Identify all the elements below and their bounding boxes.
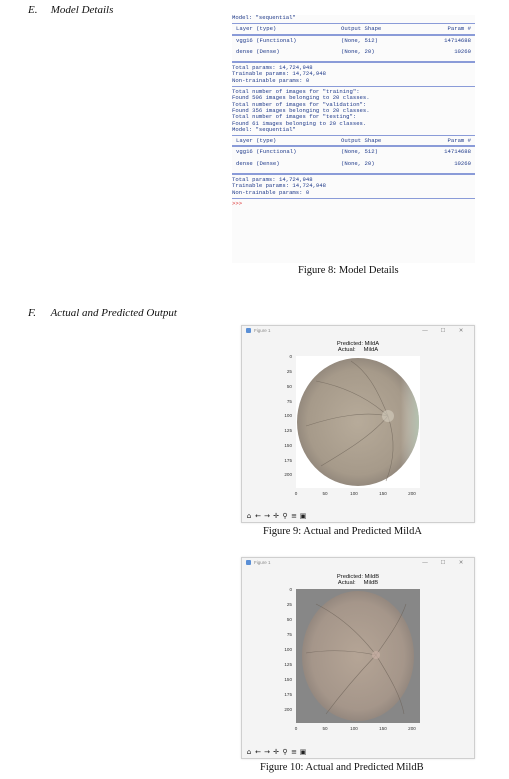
y-tick-label: 125 <box>284 428 292 433</box>
actual-label: Actual: MildA <box>337 347 379 354</box>
forward-arrow-icon[interactable]: → <box>264 748 270 756</box>
y-tick-label: 75 <box>286 632 292 637</box>
plot-title <box>242 341 474 354</box>
section-title: Model Details <box>50 4 114 16</box>
x-tick-label: 0 <box>294 726 298 731</box>
model-summary-console <box>232 15 475 263</box>
y-tick-label: 150 <box>284 443 292 448</box>
section-heading-e <box>28 4 113 16</box>
x-tick-label: 100 <box>350 726 358 731</box>
output-shape: (None, 20) <box>341 159 375 167</box>
table-row <box>232 49 475 55</box>
pan-icon[interactable]: ✛ <box>273 512 279 520</box>
x-tick-label: 200 <box>408 491 416 496</box>
home-icon[interactable]: ⌂ <box>246 748 252 756</box>
x-tick-label: 50 <box>322 491 328 496</box>
image-count-line: Found 506 images belonging to 20 classes. <box>232 94 370 102</box>
window-title: Figure 1 <box>254 560 271 565</box>
total-params: Total params: 14,724,948 <box>232 64 313 72</box>
model-line: Model: "sequential" <box>232 15 296 21</box>
model-line: Model: "sequential" <box>232 125 296 133</box>
total-params: Total params: 14,724,948 <box>232 176 313 184</box>
plot-window <box>241 325 475 523</box>
image-count-line: Found 61 images belonging to 20 classes. <box>232 119 367 127</box>
plot-title <box>242 574 474 587</box>
image-count-line: Found 356 images belonging to 20 classes. <box>232 106 370 114</box>
image-count-line: Total number of images for "training": <box>232 88 360 96</box>
console-prompt[interactable]: >>> <box>232 199 243 207</box>
image-count-line: Total number of images for "testing": <box>232 113 357 121</box>
configure-icon[interactable]: ≡ <box>291 748 297 756</box>
x-tick-label: 0 <box>294 491 298 496</box>
y-tick-label: 200 <box>284 472 292 477</box>
trainable-params: Trainable params: 14,724,948 <box>232 70 326 78</box>
param-count: 14714688 <box>444 148 471 156</box>
y-tick-label: 0 <box>289 354 292 359</box>
output-shape: (None, 20) <box>341 47 375 55</box>
minimize-button[interactable]: — <box>422 327 428 334</box>
y-tick-label: 100 <box>284 647 292 652</box>
image-axes <box>296 356 420 488</box>
zoom-icon[interactable]: ⚲ <box>282 512 288 520</box>
configure-icon[interactable]: ≡ <box>291 512 297 520</box>
y-tick-label: 175 <box>284 458 292 463</box>
actual-label: Actual: MildB <box>337 580 379 587</box>
back-arrow-icon[interactable]: ← <box>255 512 261 520</box>
output-shape: (None, 512) <box>341 148 378 156</box>
y-tick-label: 0 <box>289 587 292 592</box>
header-output-shape: Output Shape <box>341 25 382 33</box>
save-icon[interactable]: ▣ <box>299 748 307 756</box>
minimize-button[interactable]: — <box>422 559 428 566</box>
layer-name: vgg16 (Functional) <box>236 148 297 156</box>
table-header <box>232 138 475 144</box>
maximize-button[interactable]: ☐ <box>440 327 446 334</box>
x-tick-label: 50 <box>322 726 328 731</box>
window-titlebar <box>242 326 474 335</box>
section-number: F. <box>28 307 37 319</box>
figure-caption: Figure 8: Model Details <box>298 265 399 276</box>
section-heading-f <box>28 307 177 319</box>
save-icon[interactable]: ▣ <box>299 512 307 520</box>
param-count: 10260 <box>454 159 471 167</box>
forward-arrow-icon[interactable]: → <box>264 512 270 520</box>
header-layer: Layer (type) <box>236 25 277 33</box>
non-trainable-params: Non-trainable params: 0 <box>232 76 310 84</box>
y-tick-label: 25 <box>286 369 292 374</box>
figure-caption: Figure 9: Actual and Predicted MildA <box>263 526 422 537</box>
param-count: 14714688 <box>444 36 471 44</box>
param-count: 10260 <box>454 47 471 55</box>
y-tick-label: 100 <box>284 413 292 418</box>
y-tick-label: 175 <box>284 692 292 697</box>
back-arrow-icon[interactable]: ← <box>255 748 261 756</box>
trainable-params: Trainable params: 14,724,948 <box>232 182 326 190</box>
header-output-shape: Output Shape <box>341 137 382 145</box>
x-tick-label: 100 <box>350 491 358 496</box>
x-tick-label: 200 <box>408 726 416 731</box>
y-tick-label: 200 <box>284 707 292 712</box>
plot-toolbar <box>245 512 307 520</box>
section-number: E. <box>28 4 38 16</box>
app-icon <box>246 560 251 565</box>
predicted-label: Predicted: MildB <box>336 574 380 580</box>
predicted-label: Predicted: MildA <box>336 341 380 347</box>
x-tick-label: 150 <box>379 726 387 731</box>
pan-icon[interactable]: ✛ <box>273 748 279 756</box>
close-button[interactable]: ✕ <box>458 327 464 334</box>
table-row <box>232 161 475 167</box>
close-button[interactable]: ✕ <box>458 559 464 566</box>
window-titlebar <box>242 558 474 567</box>
zoom-icon[interactable]: ⚲ <box>282 748 288 756</box>
y-tick-label: 75 <box>286 399 292 404</box>
y-tick-label: 150 <box>284 677 292 682</box>
retina-image <box>296 589 420 723</box>
layer-name: vgg16 (Functional) <box>236 36 297 44</box>
image-count-line: Total number of images for "validation": <box>232 100 367 108</box>
maximize-button[interactable]: ☐ <box>440 559 446 566</box>
output-shape: (None, 512) <box>341 36 378 44</box>
plot-window <box>241 557 475 759</box>
image-axes <box>296 589 420 723</box>
y-tick-label: 50 <box>286 617 292 622</box>
plot-toolbar <box>245 748 307 756</box>
layer-name: dense (Dense) <box>236 159 280 167</box>
home-icon[interactable]: ⌂ <box>246 512 252 520</box>
non-trainable-params: Non-trainable params: 0 <box>232 188 310 196</box>
layer-name: dense (Dense) <box>236 47 280 55</box>
header-layer: Layer (type) <box>236 137 277 145</box>
figure-caption: Figure 10: Actual and Predicted MildB <box>260 762 424 773</box>
x-tick-label: 150 <box>379 491 387 496</box>
table-header <box>232 26 475 32</box>
header-params: Param # <box>447 25 471 33</box>
table-row <box>232 38 475 44</box>
y-tick-label: 50 <box>286 384 292 389</box>
section-title: Actual and Predicted Output <box>50 307 177 319</box>
retina-image <box>296 356 420 488</box>
y-tick-label: 25 <box>286 602 292 607</box>
table-row <box>232 149 475 155</box>
app-icon <box>246 328 251 333</box>
y-tick-label: 125 <box>284 662 292 667</box>
window-title: Figure 1 <box>254 328 271 333</box>
header-params: Param # <box>447 137 471 145</box>
